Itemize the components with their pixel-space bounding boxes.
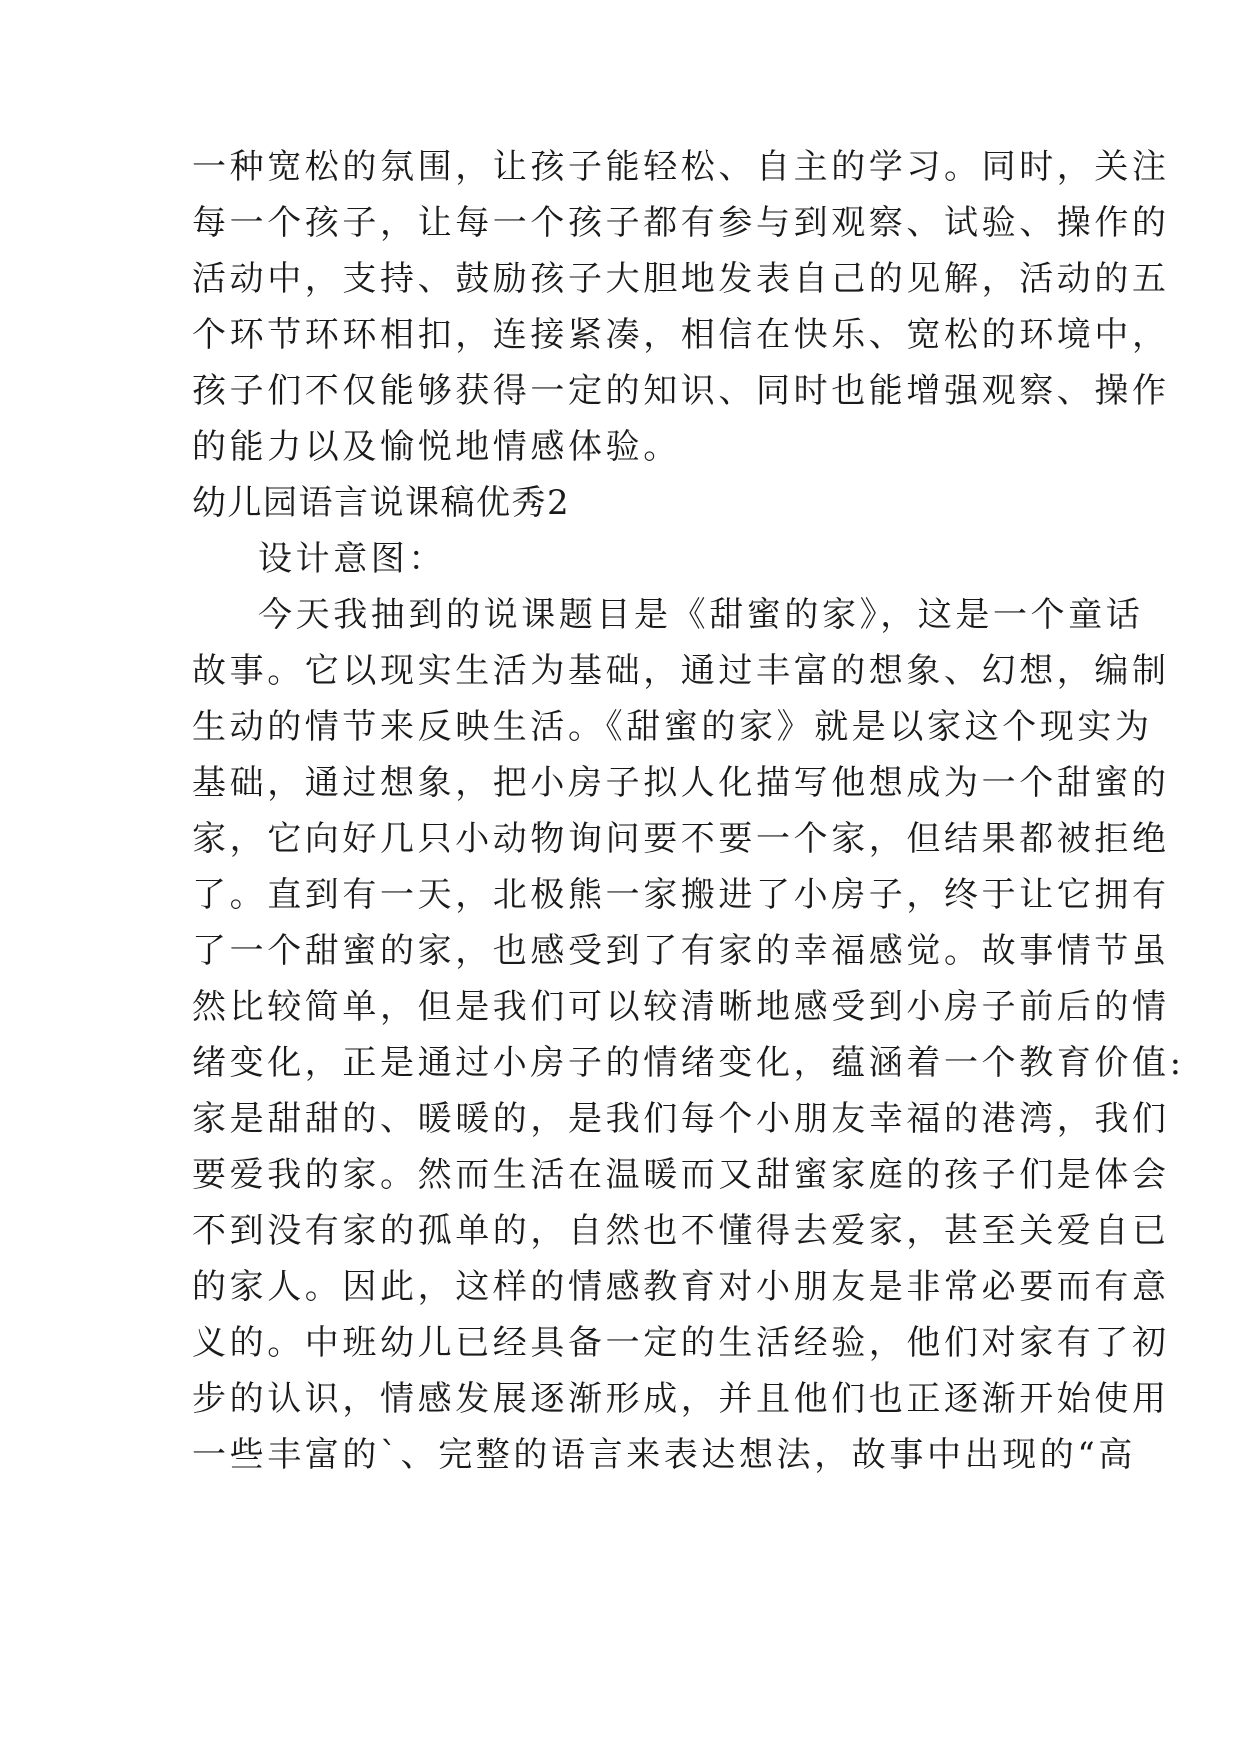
paragraph-line: 了一个甜蜜的家，也感受到了有家的幸福感觉。故事情节虽 (192, 931, 1170, 971)
paragraph-line: 每一个孩子，让每一个孩子都有参与到观察、试验、操作的 (192, 203, 1170, 243)
paragraph-line: 一种宽松的氛围，让孩子能轻松、自主的学习。同时，关注 (192, 147, 1170, 187)
paragraph-line: 个环节环环相扣，连接紧凑，相信在快乐、宽松的环境中， (192, 315, 1170, 355)
paragraph-line: 绪变化，正是通过小房子的情绪变化，蕴涵着一个教育价值: (192, 1043, 1185, 1083)
paragraph-line: 家，它向好几只小动物询问要不要一个家，但结果都被拒绝 (192, 819, 1170, 859)
paragraph-line: 的能力以及愉悦地情感体验。 (192, 427, 681, 467)
paragraph-line: 活动中，支持、鼓励孩子大胆地发表自己的见解，活动的五 (192, 259, 1170, 299)
paragraph-line: 故事。它以现实生活为基础，通过丰富的想象、幻想，编制 (192, 651, 1170, 691)
section-title: 幼儿园语言说课稿优秀2 (192, 483, 571, 523)
paragraph-line: 今天我抽到的说课题目是《甜蜜的家》，这是一个童话 (258, 595, 1144, 635)
subheading: 设计意图： (258, 539, 446, 579)
paragraph-line: 义的。中班幼儿已经具备一定的生活经验，他们对家有了初 (192, 1323, 1170, 1363)
paragraph-line: 生动的情节来反映生活。《甜蜜的家》就是以家这个现实为 (192, 707, 1153, 747)
paragraph-line: 要爱我的家。然而生活在温暖而又甜蜜家庭的孩子们是体会 (192, 1155, 1170, 1195)
paragraph-line: 步的认识，情感发展逐渐形成，并且他们也正逐渐开始使用 (192, 1379, 1170, 1419)
paragraph-line: 然比较简单，但是我们可以较清晰地感受到小房子前后的情 (192, 987, 1170, 1027)
paragraph-line: 的家人。因此，这样的情感教育对小朋友是非常必要而有意 (192, 1267, 1170, 1307)
paragraph-line: 孩子们不仅能够获得一定的知识、同时也能增强观察、操作 (192, 371, 1170, 411)
paragraph-line: 家是甜甜的、暖暖的，是我们每个小朋友幸福的港湾，我们 (192, 1099, 1170, 1139)
paragraph-line: 基础，通过想象，把小房子拟人化描写他想成为一个甜蜜的 (192, 763, 1170, 803)
paragraph-line: 不到没有家的孤单的，自然也不懂得去爱家，甚至关爱自已 (192, 1211, 1170, 1251)
paragraph-line: 了。直到有一天，北极熊一家搬进了小房子，终于让它拥有 (192, 875, 1170, 915)
paragraph-line: 一些丰富的`、完整的语言来表达想法，故事中出现的“高 (192, 1435, 1136, 1475)
